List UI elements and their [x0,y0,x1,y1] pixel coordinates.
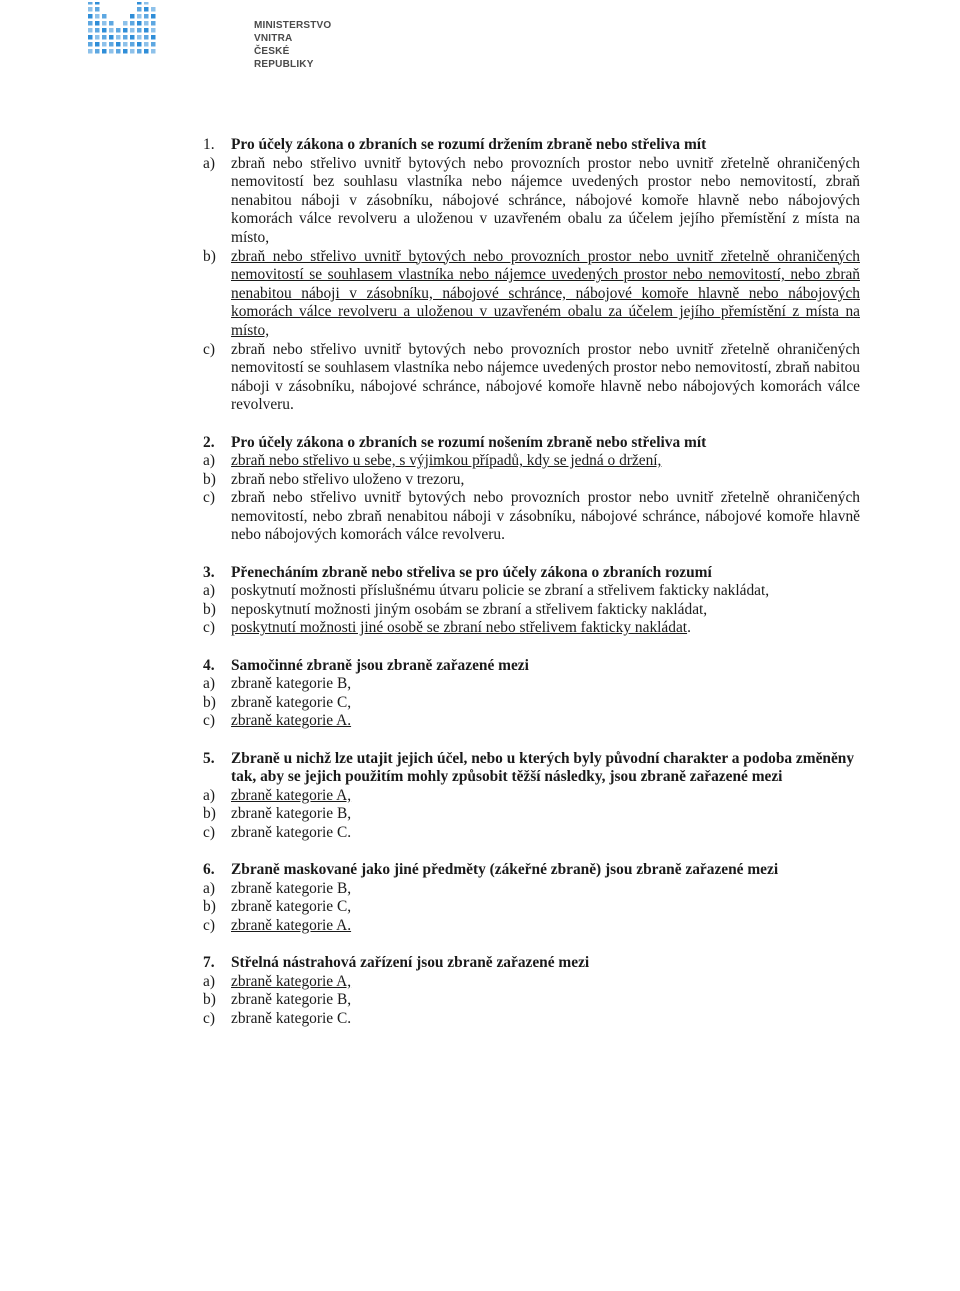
logo-dot [102,42,107,47]
logo-dot [109,42,114,47]
logo-dot [116,28,121,33]
answer-option [203,601,860,620]
option-text-wrapper [231,694,860,713]
answer-option [203,341,860,415]
logo-dot [95,2,100,5]
question-heading [203,564,860,583]
logo-dot [130,21,135,26]
option-letter: a) [203,154,215,172]
logo-dot [109,49,114,54]
question-4 [203,657,860,731]
option-text: zbraně kategorie C. [231,1009,352,1027]
option-text-wrapper [231,787,860,806]
answer-option [203,471,860,490]
option-text-wrapper [231,805,860,824]
option-text: zbraně kategorie C, [231,693,352,711]
question-text: Pro účely zákona o zbraních se rozumí držením zbraně nebo střeliva mít [231,136,707,153]
option-text: zbraně kategorie B, [231,805,352,823]
option-letter: a) [203,452,215,470]
logo-dot [130,35,135,40]
option-text: zbraň nebo střelivo uvnitř bytových nebo provozních prostor nebo uvnitř zřetelně ohraničených nemovitostí se souhlasem vlastníka nebo nájemce uvedených prostor nebo nemovitostí, zbraň nabitou náboji v zásobníku, nábojové schránce, nábojové komoře hlavně nebo nábojových komorách válce revolveru. [231,340,860,414]
option-text-wrapper [231,824,860,843]
option-text: zbraně kategorie B, [231,991,352,1009]
option-letter: c) [203,823,215,841]
answer-option [203,917,860,936]
logo-dot [88,2,93,5]
option-text-correct: zbraně kategorie A. [231,916,352,934]
logo-dot [123,35,128,40]
option-text-wrapper [231,917,860,936]
answer-option [203,619,860,638]
option-text: zbraň nebo střelivo uvnitř bytových nebo provozních prostor nebo uvnitř zřetelně ohraničených nemovitostí bez souhlasu vlastníka nebo nájemce uvedených prostor nebo nemovitostí, zbraň nenabitou náboji v zásobníku, nábojové schránce, nábojové komoře hlavně nebo nábojových komorách válce revolveru a uloženou v uzavřeném obalu za účelem jejího přemístění z místa na místo, [231,154,860,246]
logo-dot [109,21,114,26]
logo-dot [130,49,135,54]
option-letter: b) [203,693,216,711]
answer-option [203,712,860,731]
option-letter: b) [203,600,216,618]
option-text-correct: zbraně kategorie A, [231,972,352,990]
option-letter: b) [203,898,216,916]
option-text-wrapper [231,880,860,899]
option-text-wrapper [231,898,860,917]
answer-option [203,805,860,824]
answer-option [203,675,860,694]
logo-dot [102,28,107,33]
logo-dot [144,2,149,5]
option-text-wrapper [231,712,860,731]
option-text-wrapper [231,341,860,415]
option-text-wrapper [231,601,860,620]
option-letter: c) [203,1009,215,1027]
option-letter: a) [203,972,215,990]
option-text-wrapper [231,452,860,471]
logo-dot [88,14,93,19]
logo-dot [102,14,107,19]
option-letter: c) [203,619,215,637]
question-text: Střelná nástrahová zařízení jsou zbraně zařazené mezi [231,954,590,972]
answer-option [203,973,860,992]
question-text: Zbraně maskované jako jiné předměty (zákeřné zbraně) jsou zbraně zařazené mezi [231,861,779,879]
answer-option [203,582,860,601]
question-number: 6. [203,861,215,879]
option-text-wrapper [231,675,860,694]
option-text: zbraně kategorie B, [231,675,352,693]
question-number: 2. [203,433,215,451]
logo-dot [144,14,149,19]
option-text-wrapper [231,471,860,490]
option-letter: c) [203,712,215,730]
question-number: 5. [203,749,215,767]
option-text: poskytnutí možnosti příslušnému útvaru policie se zbraní a střelivem fakticky nakládat, [231,582,770,600]
answer-option [203,489,860,545]
option-text-correct: zbraně kategorie A, [231,786,352,804]
logo-dot [95,49,100,54]
option-text: zbraně kategorie C, [231,898,352,916]
logo-dot [130,14,135,19]
answer-option [203,898,860,917]
option-text: neposkytnutí možnosti jiným osobám se zbraní a střelivem fakticky nakládat, [231,600,708,618]
option-text-wrapper [231,1010,860,1029]
logo-dot [137,2,142,5]
question-text: Zbraně u nichž lze utajit jejich účel, nebo u kterých byly původní charakter a podoba změněny tak, aby se jejich použitím mohly způsobit těžší následky, jsou zbraně zařazené mezi [231,749,855,786]
option-text-correct: zbraně kategorie A. [231,712,352,730]
question-text: Přenecháním zbraně nebo střeliva se pro účely zákona o zbraních rozumí [231,563,712,581]
logo-dot [109,28,114,33]
logo-dot [95,7,100,12]
logo-dot [95,42,100,47]
logo-dot [137,35,142,40]
option-text: zbraň nebo střelivo uloženo v trezoru, [231,470,465,488]
logo-line-2: ČESKÉ REPUBLIKY [254,46,314,70]
logo-dot [151,42,156,47]
logo-dot [88,35,93,40]
logo-dot [109,35,114,40]
option-letter: a) [203,879,215,897]
logo-dot [144,35,149,40]
question-number: 4. [203,656,215,674]
answer-option [203,991,860,1010]
option-text-wrapper [231,248,860,341]
ministry-logo-mark-icon [86,2,166,58]
logo-dot [123,42,128,47]
option-text-wrapper [231,619,860,638]
option-text-wrapper [231,973,860,992]
logo-dot [130,28,135,33]
answer-option [203,824,860,843]
logo-dot [102,49,107,54]
logo-dot [137,28,142,33]
logo-dot [151,35,156,40]
option-text: zbraně kategorie B, [231,879,352,897]
option-letter: c) [203,340,215,358]
logo-line-1: MINISTERSTVO VNITRA [254,20,332,44]
question-heading [203,861,860,880]
logo-dot [144,42,149,47]
logo-dot [130,42,135,47]
logo-dot [123,21,128,26]
logo-dot [151,7,156,12]
option-text: zbraň nebo střelivo uvnitř bytových nebo provozních prostor nebo uvnitř zřetelně ohraničených nemovitostí, nebo zbraň nenabitou náboji v zásobníku, nábojové schránce, nábojové komoře hlavně nebo nábojových komorách válce revolveru. [231,489,860,544]
option-trailing: . [687,619,691,637]
logo-dot [102,21,107,26]
answer-option [203,787,860,806]
logo-dot [95,28,100,33]
logo-dot [88,21,93,26]
question-number: 3. [203,563,215,581]
question-heading [203,136,860,155]
logo-dot [137,14,142,19]
logo-dot [144,28,149,33]
logo-dot [116,49,121,54]
answer-option [203,880,860,899]
option-letter: b) [203,991,216,1009]
answer-option [203,155,860,248]
logo-dot [151,49,156,54]
option-text-correct: zbraň nebo střelivo uvnitř bytových nebo provozních prostor nebo uvnitř zřetelně ohraničených nemovitostí se souhlasem vlastníka nebo nájemce uvedených prostor nebo nemovitostí, nebo zbraň nenabitou náboji v zásobníku, nábojové schránce, nábojové komoře hlavně nebo nábojových komorách válce revolveru a uloženou v uzavřeném obalu za účelem jejího přemístění z místa na místo, [231,247,860,339]
question-7 [203,954,860,1028]
logo-dot [95,21,100,26]
answer-option [203,1010,860,1029]
logo-dot [137,7,142,12]
question-heading [203,434,860,453]
question-2 [203,434,860,546]
question-1 [203,136,860,415]
option-text-wrapper [231,582,860,601]
logo-dot [102,35,107,40]
logo-dot [95,35,100,40]
question-number: 7. [203,954,215,972]
logo-dot [116,42,121,47]
ministry-logo [86,2,332,70]
answer-option [203,248,860,341]
question-number: 1. [203,136,215,153]
option-text-wrapper [231,991,860,1010]
option-letter: a) [203,582,215,600]
question-5 [203,750,860,843]
option-text-wrapper [231,489,860,545]
question-text: Samočinné zbraně jsou zbraně zařazené mezi [231,656,529,674]
logo-dot [88,7,93,12]
option-text-wrapper [231,155,860,248]
option-text-correct: zbraň nebo střelivo u sebe, s výjimkou případů, kdy se jedná o držení, [231,452,662,470]
ministry-logo-text [254,19,331,71]
logo-dot [137,49,142,54]
question-heading [203,657,860,676]
logo-dot [95,14,100,19]
option-letter: b) [203,470,216,488]
logo-dot [151,28,156,33]
logo-dot [144,49,149,54]
question-heading [203,750,860,787]
question-heading [203,954,860,973]
option-letter: c) [203,916,215,934]
question-6 [203,861,860,935]
logo-dot [88,49,93,54]
logo-dot [144,7,149,12]
logo-dot [123,49,128,54]
logo-dot [88,42,93,47]
option-text: zbraně kategorie C. [231,823,352,841]
option-letter: a) [203,675,215,693]
logo-dot [88,28,93,33]
option-letter: b) [203,247,216,265]
logo-dot [137,42,142,47]
option-letter: a) [203,786,215,804]
option-text-correct: poskytnutí možnosti jiné osobě se zbraní nebo střelivem fakticky nakládat [231,619,688,637]
logo-dot [151,14,156,19]
question-text: Pro účely zákona o zbraních se rozumí nošením zbraně nebo střeliva mít [231,433,707,451]
question-3 [203,564,860,638]
answer-option [203,694,860,713]
option-letter: c) [203,489,215,507]
logo-dot [123,28,128,33]
logo-dot [137,21,142,26]
question-list [203,136,860,1047]
logo-dot [144,21,149,26]
logo-dot [116,35,121,40]
answer-option [203,452,860,471]
logo-dot [151,21,156,26]
option-letter: b) [203,805,216,823]
